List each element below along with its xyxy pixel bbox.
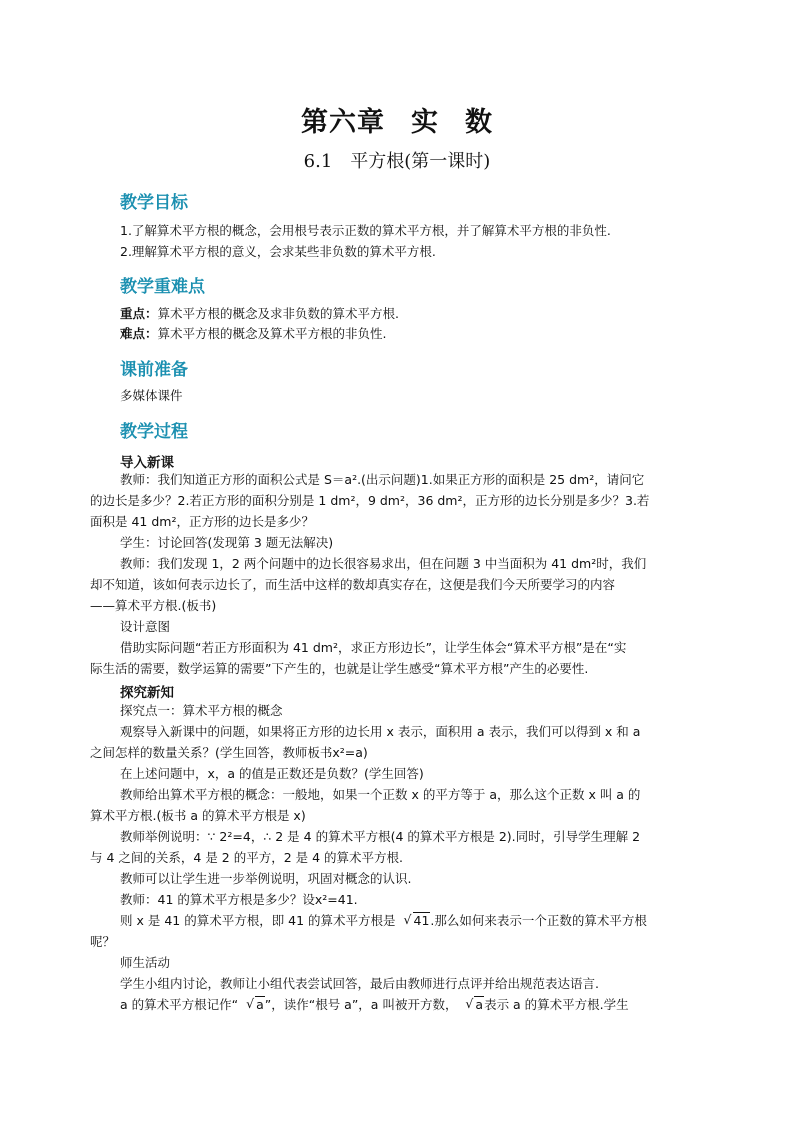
paragraph-line: 教师给出算术平方根的概念：一般地，如果一个正数 x 的平方等于 a，那么这个正数 x 叫 a 的 [120,787,641,802]
difficulty-item: 难点：算术平方根的概念及算术平方根的非负性. [120,326,387,341]
paragraph-line: 教师：41 的算术平方根是多少？设x²=41. [120,892,358,907]
paragraph-line: 设计意图 [120,619,171,634]
section-heading-goals: 教学目标 [120,193,188,213]
paragraph-line: 教师可以让学生进一步举例说明，巩固对概念的认识. [120,871,412,886]
paragraph-line: 则 x 是 41 的算术平方根，即 41 的算术平方根是 √ 41.那么如何来表示一个正数的算术平方根 [120,913,700,929]
paragraph-line: 探究点一：算术平方根的概念 [120,703,283,718]
preparation-text: 多媒体课件 [120,388,183,403]
sqrt-symbol: √ a [465,997,484,1013]
lesson-subtitle: 6.1 平方根(第一课时) [303,151,491,172]
paragraph-line: 际生活的需要，数学运算的需要”下产生的，也就是让学生感受“算术平方根”产生的必要性. [90,661,589,676]
paragraph-line: 教师举例说明：∵ 2²=4，∴ 2 是 4 的算术平方根(4 的算术平方根是 2).同时，引导学生理解 2 [120,829,641,844]
sqrt-symbol: √ a [246,997,265,1013]
paragraph-line: 教师：我们知道正方形的面积公式是 S＝a².(出示问题)1.如果正方形的面积是 25 dm²，请问它 [120,472,645,487]
paragraph-line: a 的算术平方根记作“ √ a”，读作“根号 a”，a 叫被开方数， √ a表示 a 的算术平方根.学生 [120,997,700,1013]
paragraph-line: 却不知道，该如何表示边长了，而生活中这样的数却真实存在，这便是我们今天所要学习的内容 [90,577,616,592]
paragraph-line: 学生小组内讨论，教师让小组代表尝试回答，最后由教师进行点评并给出规范表达语言. [120,976,599,991]
paragraph-line: 面积是 41 dm²，正方形的边长是多少？ [90,514,314,529]
paragraph-line: 学生：讨论回答(发现第 3 题无法解决) [120,535,334,550]
subheading-intro: 导入新课 [120,455,174,471]
subheading-explore: 探究新知 [120,685,174,701]
paragraph-line: 师生活动 [120,955,171,970]
paragraph-line: 算术平方根.(板书 a 的算术平方根是 x) [90,808,306,823]
paragraph-line: 之间怎样的数量关系？(学生回答，教师板书x²=a) [90,745,368,760]
section-heading-preparation: 课前准备 [120,360,188,380]
goal-item: 1.了解算术平方根的概念，会用根号表示正数的算术平方根，并了解算术平方根的非负性. [120,223,611,238]
section-heading-process: 教学过程 [120,422,188,442]
paragraph-line: 的边长是多少？2.若正方形的面积分别是 1 dm²，9 dm²，36 dm²，正方形的边长分别是多少？3.若 [90,493,650,508]
chapter-title: 第六章 实 数 [301,107,493,138]
paragraph-line: 教师：我们发现 1，2 两个问题中的边长很容易求出，但在问题 3 中当面积为 41 dm²时，我们 [120,556,647,571]
paragraph-line: 与 4 之间的关系，4 是 2 的平方，2 是 4 的算术平方根. [90,850,404,865]
goal-item: 2.理解算术平方根的意义，会求某些非负数的算术平方根. [120,244,436,259]
paragraph-line: 呢？ [90,934,116,949]
paragraph-line: 在上述问题中，x，a 的值是正数还是负数？(学生回答) [120,766,424,781]
sqrt-symbol: √ 41 [404,913,431,929]
section-heading-key-points: 教学重难点 [120,277,205,297]
paragraph-line: 借助实际问题“若正方形面积为 41 dm²，求正方形边长”，让学生体会“算术平方根”是在“实 [120,640,627,655]
paragraph-line: ——算术平方根.(板书) [90,598,217,613]
key-point-item: 重点：算术平方根的概念及求非负数的算术平方根. [120,306,399,321]
paragraph-line: 观察导入新课中的问题，如果将正方形的边长用 x 表示，面积用 a 表示，我们可以得到 x 和 a [120,724,641,739]
